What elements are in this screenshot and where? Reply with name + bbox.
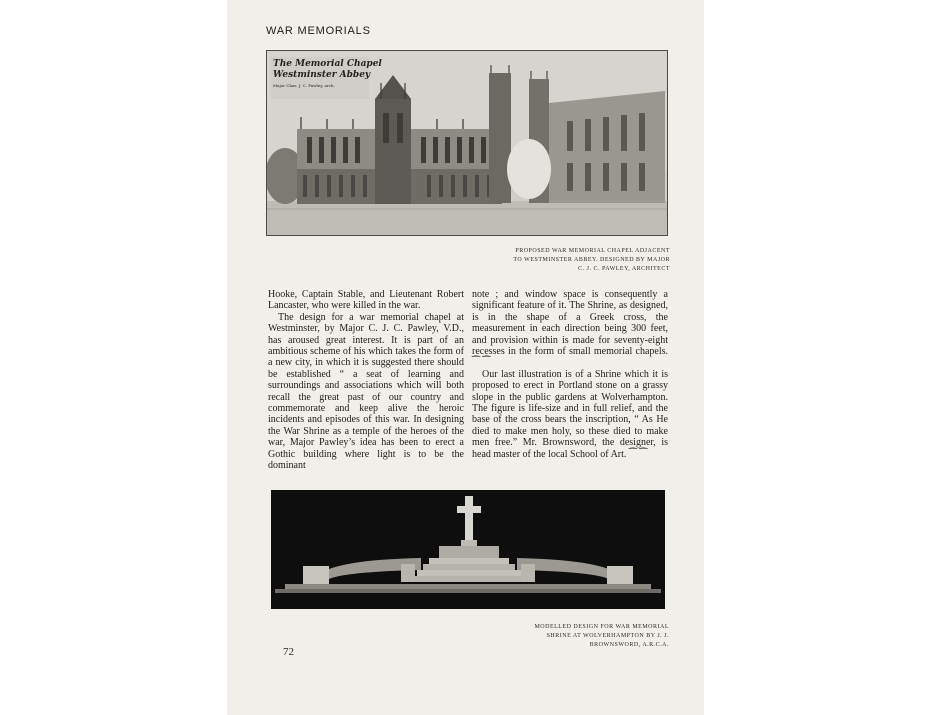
page-number: 72 bbox=[283, 646, 294, 658]
shrine-caption: MODELLED DESIGN FOR WAR MEMORIAL SHRINE AT WOLVERHAMPTON BY J. J. BROWNSWORD, A.R.C.A. bbox=[534, 624, 669, 648]
inset-subtitle: Major Chas. J. C. Pawley, arch. bbox=[273, 83, 335, 88]
book-page bbox=[227, 0, 704, 715]
text-column-1 bbox=[268, 289, 464, 472]
paragraph: Our last illustration is of a Shrine which it is proposed to erect in Portland stone on a grassy slope in the public gardens at Wolverhampton. The figure is life-size and in full relief, and the base of the cross bears the inscription, “ As He died to make men holy, so these died to make men free.” Mr. Brownsword, the designer, is head master of the local School of Art. ⁀ ⁀ bbox=[472, 368, 668, 460]
shrine-illustration bbox=[271, 490, 665, 609]
inset-title-line2: Westminster Abbey bbox=[273, 70, 371, 80]
paragraph: note ; and window space is consequently a significant feature of it. The Shrine, as designed, is in the shape of a Greek cross, the measurement in each direction being 300 feet, and provision within is made for seventy-eight recesses in the form of small memorial chapels. ⁀ ⁀ bbox=[472, 289, 668, 369]
text-column-2 bbox=[472, 289, 668, 460]
inset-title-line1: The Memorial Chapel bbox=[273, 59, 382, 69]
paragraph: Hooke, Captain Stable, and Lieutenant Robert Lancaster, who were killed in the war. bbox=[268, 289, 464, 312]
chapel-illustration bbox=[266, 50, 668, 236]
running-header: WAR MEMORIALS bbox=[266, 25, 371, 37]
paragraph: The design for a war memorial chapel at Westminster, by Major C. J. C. Pawley, V.D., has aroused great interest. It is part of an ambitious scheme of his which takes the form of a new city, in which it is suggested there should be established “ a seat of learning and surroundings and associations which will both recall the great past of our country and commemorate and keep alive the heroic incidents and episodes of this war. In designing the War Shrine as a temple of the heroes of the war, Major Pawley’s idea has been to erect a Gothic building where light is to be the dominant bbox=[268, 311, 464, 472]
chapel-caption: PROPOSED WAR MEMORIAL CHAPEL ADJACENT TO WESTMINSTER ABBEY. DESIGNED BY MAJOR C. J. C. PAWLEY, ARCHITECT bbox=[513, 248, 670, 272]
